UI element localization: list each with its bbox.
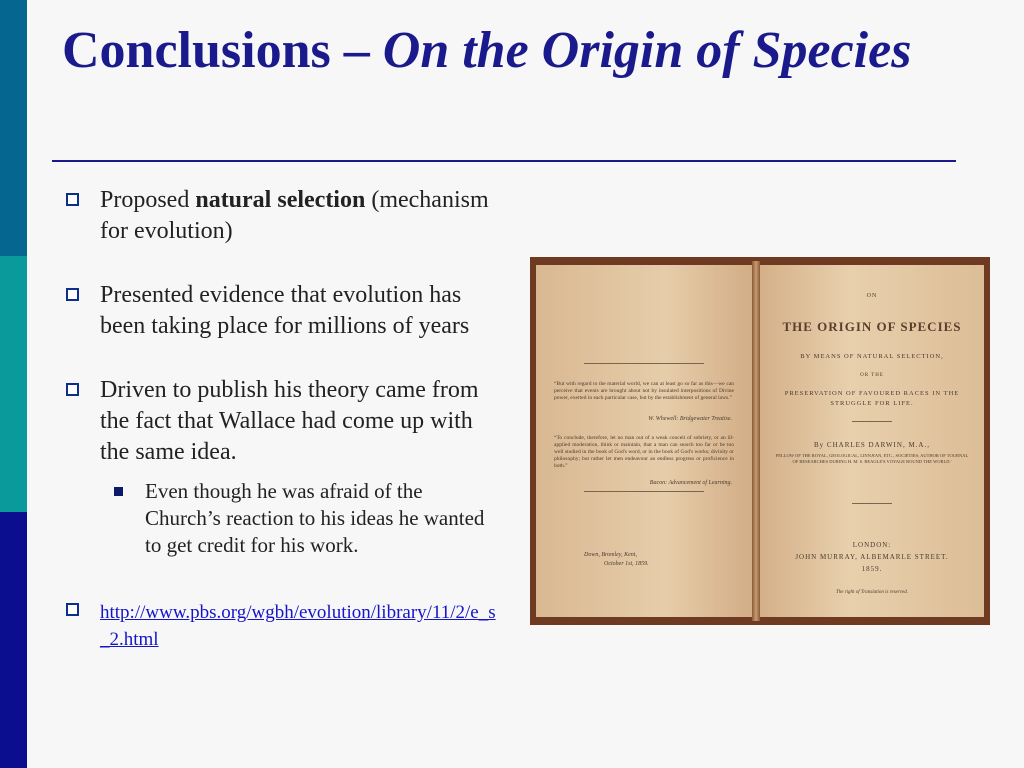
square-bullet-icon (66, 383, 79, 396)
date: October 1st, 1859. (604, 561, 649, 567)
bullet-bold-text: natural selection (195, 187, 366, 213)
bullet-text: Driven to publish his theory came from the fact that Wallace had come up with the same idea. (100, 377, 479, 465)
page-rule (852, 503, 892, 504)
bullet-list (62, 185, 502, 653)
book-preservation: PRESERVATION OF FAVOURED RACES IN THE STRUGGLE FOR LIFE. (784, 390, 960, 407)
book-publisher: JOHN MURRAY, ALBEMARLE STREET. (795, 553, 949, 561)
bullet-link (62, 599, 502, 653)
book-city: LONDON: (852, 541, 892, 549)
book-spine (752, 261, 760, 621)
title-underline (52, 160, 956, 162)
book-means: BY MEANS OF NATURAL SELECTION, (800, 353, 944, 360)
bullet-text: (mechanism for evolution) (100, 187, 489, 244)
book-title-page (760, 265, 984, 617)
side-accent-bottom (0, 512, 27, 768)
bullet-text: Proposed (100, 187, 196, 213)
book-rights: The right of Translation is reserved. (835, 590, 909, 595)
page-rule (852, 421, 892, 422)
pbs-evolution-link[interactable]: http://www.pbs.org/wgbh/evolution/library/11/2/e_s_2.html (100, 602, 496, 650)
bullet-wallace (62, 375, 502, 559)
sub-bullet-church (100, 478, 502, 559)
epigraph-source-2: Bacon: Advancement of Learning. (649, 480, 732, 486)
book-left-page (536, 265, 752, 617)
title-on: ON (866, 293, 878, 299)
square-bullet-icon (66, 193, 79, 206)
book-photo (530, 257, 990, 625)
book-author: By CHARLES DARWIN, M.A., (814, 441, 930, 449)
page-rule (584, 491, 704, 492)
book-title: THE ORIGIN OF SPECIES (782, 319, 962, 334)
title-italic: On the Origin of Species (382, 22, 912, 79)
book-year: 1859. (861, 565, 883, 573)
bullet-natural-selection (62, 185, 502, 247)
epigraph-source-1: W. Whewell: Bridgewater Treatise. (648, 416, 732, 422)
place: Down, Bromley, Kent, (584, 552, 637, 558)
page-rule (584, 363, 704, 364)
square-bullet-icon (66, 288, 79, 301)
square-bullet-icon (66, 603, 79, 616)
sub-bullet-text: Even though he was afraid of the Church’s reaction to his ideas he wanted to get credit for his work. (145, 479, 485, 557)
epigraph-quote-1: “But with regard to the material world, we can at least go so far as this—we can perceive that events are brought about not by insulated interpositions of Divine power, exerted in each particular case, but by the establishment of general laws.” (554, 381, 734, 401)
bullet-evidence (62, 280, 502, 342)
filled-square-bullet-icon (114, 487, 123, 496)
epigraph-quote-2: “To conclude, therefore, let no man out of a weak conceit of sobriety, or an ill-applied moderation, think or maintain, that a man can search too far or be too well studied in the book of God's word, or in the book of God's works; divinity or philosophy; but rather let men endeavour an endless progress or proficience in both.” (554, 435, 734, 469)
side-accent-top (0, 0, 27, 256)
book-author-credits: FELLOW OF THE ROYAL, GEOLOGICAL, LINNÆAN, ETC., SOCIETIES; AUTHOR OF 'JOURNAL OF RESEARCHES DURING H. M. S. BEAGLE'S VOYAGE ROUND THE WORLD.' (775, 453, 969, 464)
bullet-text: Presented evidence that evolution has been taking place for millions of years (100, 282, 470, 339)
side-accent-middle (0, 256, 27, 512)
title-plain: Conclusions – (62, 22, 383, 79)
book-or: OR THE (860, 373, 884, 378)
slide-title (62, 18, 962, 84)
